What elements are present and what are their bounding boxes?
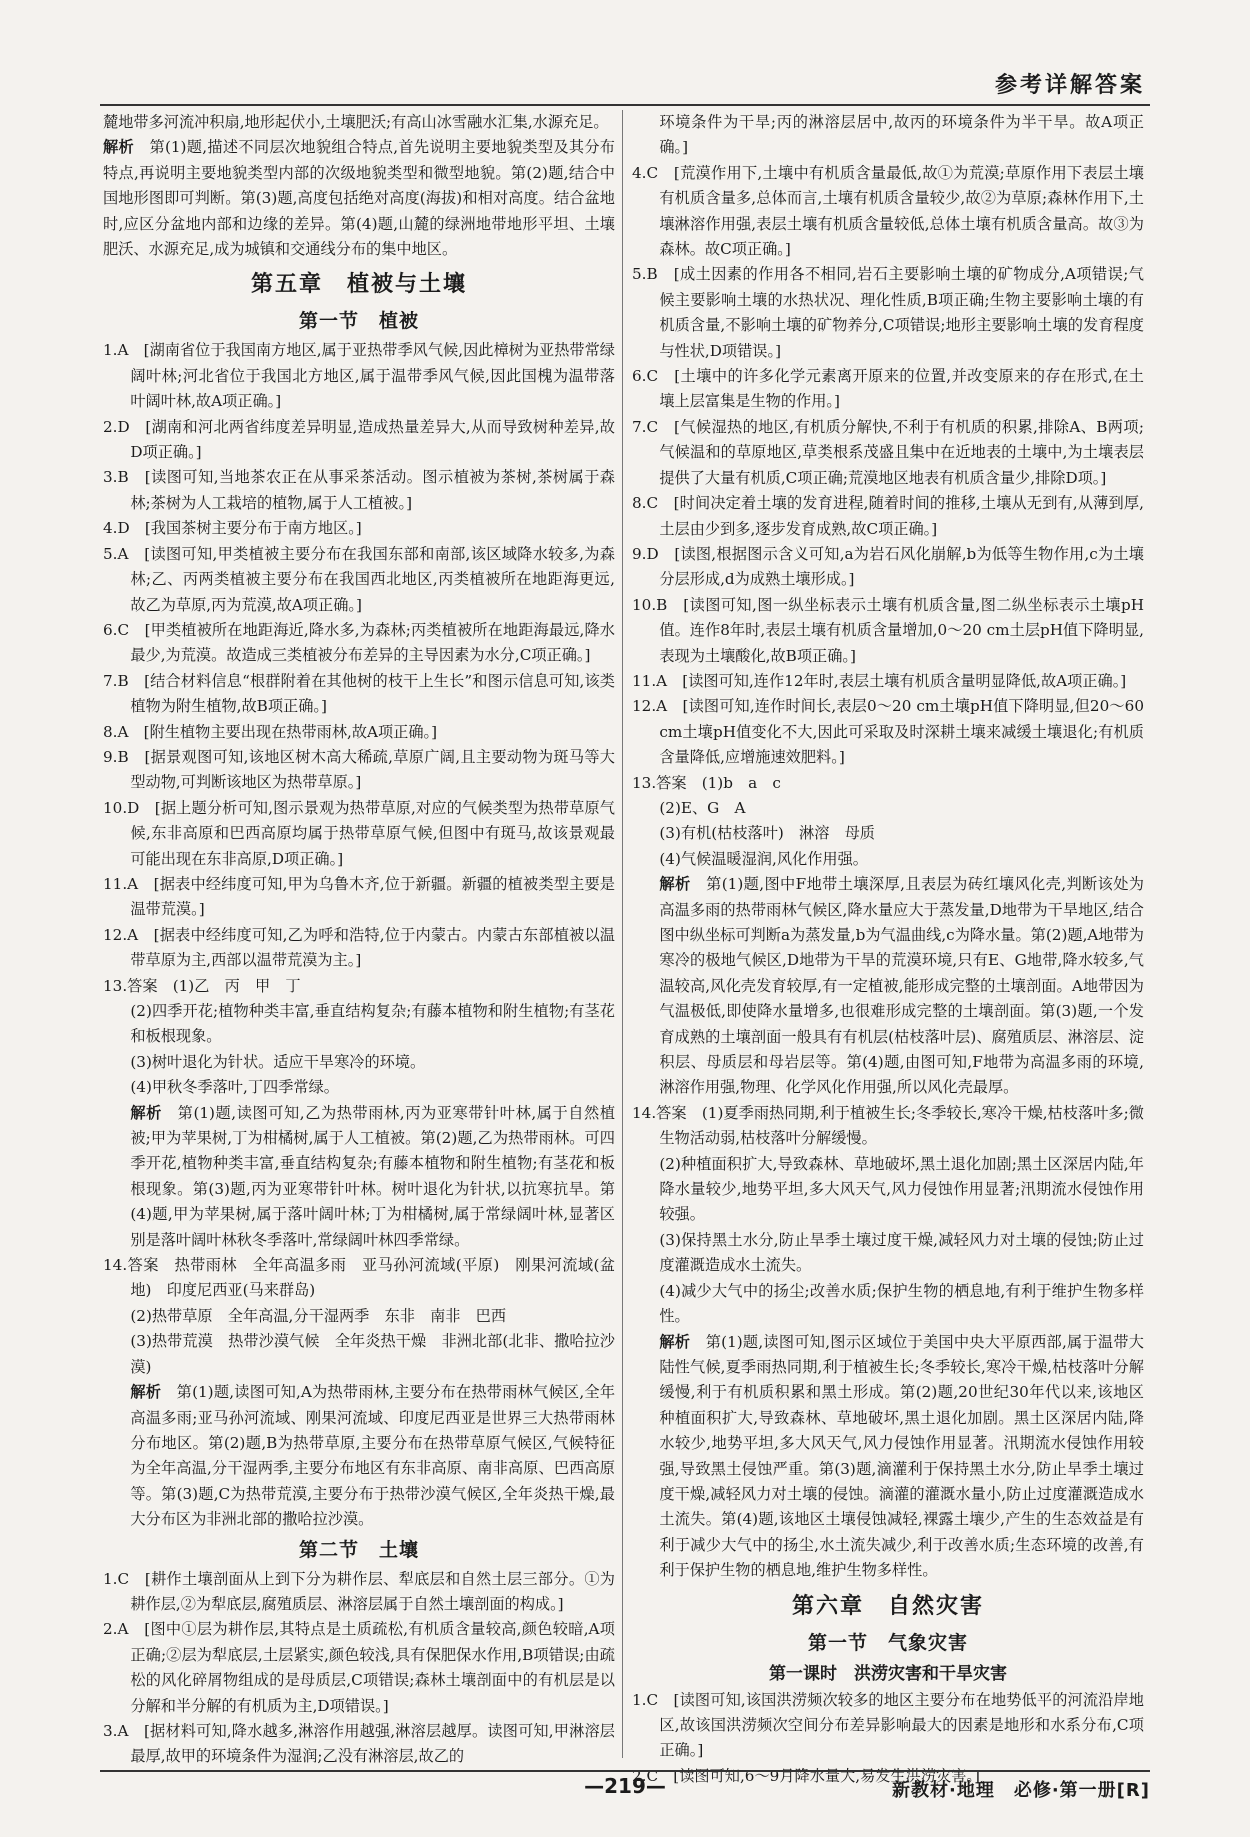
question-answer: 6.C [甲类植被所在地距海近,降水多,为森林;丙类植被所在地距海最远,降水最少,为荒漠。故造成三类植被分布差异的主导因素为水分,C项正确。]	[103, 620, 615, 665]
chapter-title: 第五章 植被与土壤	[250, 272, 467, 298]
analysis-block	[103, 135, 615, 262]
answer-subpart: (3)热带荒漠 热带沙漠气候 全年炎热干燥 非洲北部(北非、撒哈拉沙漠)	[130, 1332, 615, 1376]
answer-subpart: (3)树叶退化为针状。适应干旱寒冷的环境。	[130, 1052, 426, 1071]
text-paragraph: 麓地带多河流冲积扇,地形起伏小,土壤肥沃;有高山冰雪融水汇集,水源充足。	[103, 113, 609, 131]
question-answer: 8.C [时间决定着土壤的发育进程,随着时间的推移,土壤从无到有,从薄到厚,土层由少到多,逐步发育成熟,故C项正确。]	[632, 494, 1144, 538]
question-answer: 6.C [土壤中的许多化学元素离开原来的位置,并改变原来的存在形式,在土壤上层富集是生物的作用。]	[632, 367, 1144, 411]
analysis-label: 解析	[130, 1103, 162, 1122]
page-header	[0, 0, 1250, 108]
analysis-block	[632, 1330, 1144, 1584]
analysis-block	[103, 1101, 615, 1253]
question-answer: 10.D [据上题分析可知,图示景观为热带草原,对应的气候类型为热带草原气候,东非高原和巴西高原均属于热带草原气候,但图中有斑马,故该景观最可能出现在东非高原,D项正确。]	[103, 798, 615, 868]
section-title: 第二节 土壤	[298, 1538, 419, 1561]
question-answer: 10.B [读图可知,图一纵坐标表示土壤有机质含量,图二纵坐标表示土壤pH值。连作8年时,表层土壤有机质含量增加,0～20 cm土层pH值下降明显,表现为土壤酸化,故B项正确。]	[632, 595, 1144, 665]
right-column	[632, 110, 1144, 1785]
question-answer: 12.A [读图可知,连作时间长,表层0～20 cm土壤pH值下降明显,但20～60 cm土壤pH值变化不大,因此可采取及时深耕土壤来减缓土壤退化;有机质含量降低,应增施速效肥料。]	[632, 697, 1144, 767]
page-footer	[100, 1770, 1150, 1810]
question-answer: 11.A [读图可知,连作12年时,表层土壤有机质含量明显降低,故A项正确。]	[632, 671, 1127, 690]
question-answer: 12.A [据表中经纬度可知,乙为呼和浩特,位于内蒙古。内蒙古东部植被以温带草原为主,西部以温带荒漠为主。]	[103, 925, 615, 970]
analysis-block	[632, 872, 1144, 1101]
analysis-text: 第(1)题,描述不同层次地貌组合特点,首先说明主要地貌类型及其分布特点,再说明主要地貌类型内部的次级地貌类型和微型地貌。第(2)题,结合中国地形图即可判断。第(3)题,高度包括绝对高度(海拔)和相对高度。结合盆地时,应区分盆地内部和边缘的差异。第(4)题,山麓的绿洲地带地形平坦、土壤肥沃、水源充足,成为城镇和交通线分布的集中地区。	[103, 138, 615, 259]
question-answer: 3.A [据材料可知,降水越多,淋溶作用越强,淋溶层越厚。读图可知,甲淋溶层最厚,故甲的环境条件为湿润;乙没有淋溶层,故乙的	[103, 1721, 615, 1766]
column-divider	[622, 110, 623, 1758]
header-rule	[100, 104, 1150, 106]
answer-subpart: (4)减少大气中的扬尘;改善水质;保护生物的栖息地,有利于维护生物多样性。	[659, 1281, 1144, 1326]
footer-rule	[100, 1770, 1150, 1772]
answer-subpart: (4)气候温暖湿润,风化作用强。	[659, 849, 868, 868]
page-number: —219—	[584, 1774, 666, 1798]
answer-subpart: (2)四季开花;植物种类丰富,垂直结构复杂;有藤本植物和附生植物;有茎花和板根现象。	[130, 1002, 615, 1046]
section-title: 第一节 气象灾害	[807, 1631, 968, 1654]
analysis-block	[103, 1380, 615, 1532]
question-answer: 1.A [湖南省位于我国南方地区,属于亚热带季风气候,因此樟树为亚热带常绿阔叶林;河北省位于我国北方地区,属于温带季风气候,因此国槐为温带落叶阔叶林,故A项正确。]	[103, 341, 615, 411]
answer-subpart: (3)有机(枯枝落叶) 淋溶 母质	[659, 824, 875, 843]
question-answer: 4.D [我国茶树主要分布于南方地区。]	[103, 519, 362, 538]
analysis-label: 解析	[103, 138, 134, 157]
analysis-text: 第(1)题,读图可知,A为热带雨林,主要分布在热带雨林气候区,全年高温多雨;亚马孙河流域、刚果河流域、印度尼西亚是世界三大热带雨林分布地区。第(2)题,B为热带草原,主要分布在热带草原气候区,气候特征为全年高温,分干湿两季,主要分布地区有东非高原、南非高原、巴西高原等。第(3)题,C为热带荒漠,主要分布于热带沙漠气候区,全年炎热干燥,最大分布区为非洲北部的撒哈拉沙漠。	[130, 1383, 616, 1529]
question-answer: 3.B [读图可知,当地茶农正在从事采茶活动。图示植被为茶树,茶树属于森林;茶树为人工栽培的植物,属于人工植被。]	[103, 468, 615, 512]
book-title: 新教材·地理 必修·第一册[R]	[892, 1780, 1150, 1801]
question-answer: 5.A [读图可知,甲类植被主要分布在我国东部和南部,该区域降水较多,为森林;乙、丙两类植被主要分布在我国西北地区,丙类植被所在地距海更远,故乙为草原,丙为荒漠,故A项正确。]	[103, 544, 615, 614]
answer-subpart: (2)热带草原 全年高温,分干湿两季 东非 南非 巴西	[130, 1306, 507, 1325]
left-column	[103, 110, 616, 1766]
analysis-text: 第(1)题,图中F地带土壤深厚,且表层为砖红壤风化壳,判断该处为高温多雨的热带雨林气候区,降水量应大于蒸发量,D地带为干旱地区,结合图中纵坐标可判断a为蒸发量,b为气温曲线,c为降水量。第(2)题,A地带为寒冷的极地气候区,D地带为干旱的荒漠环境,只有E、G地带,降水较多,气温较高,风化壳发育较厚,有一定植被,能形成完整的土壤剖面。A地带因为气温极低,即使降水量增多,也很难形成完整的土壤剖面。第(3)题,一个发育成熟的土壤剖面一般具有有机层(枯枝落叶层)、腐殖质层、淋溶层、淀积层、母质层和母岩层等。第(4)题,由图可知,F地带为高温多雨的环境,淋溶作用强,物理、化学风化作用强,所以风化壳最厚。	[659, 875, 1144, 1097]
question-answer: 9.B [据景观图可知,该地区树木高大稀疏,草原广阔,且主要动物为斑马等大型动物,可判断该地区为热带草原。]	[103, 747, 615, 792]
question-answer: 9.D [读图,根据图示含义可知,a为岩石风化崩解,b为低等生物作用,c为土壤分层形成,d为成熟土壤形成。]	[632, 544, 1144, 589]
question-answer: 5.B [成土因素的作用各不相同,岩石主要影响土壤的矿物成分,A项错误;气候主要影响土壤的水热状况、理化性质,B项正确;生物主要影响土壤的有机质含量,不影响土壤的矿物养分,C项错误;地形主要影响土壤的发育程度与性状,D项错误。]	[632, 265, 1144, 360]
answer-subpart: 环境条件为干旱;丙的淋溶层居中,故丙的环境条件为半干旱。故A项正确。]	[659, 113, 1144, 157]
question-answer: 1.C [读图可知,该国洪涝频次较多的地区主要分布在地势低平的河流沿岸地区,故该国洪涝频次空间分布差异影响最大的因素是地形和水系分布,C项正确。]	[632, 1690, 1144, 1760]
answer-item: 13.答案 (1)b a c	[632, 773, 781, 792]
analysis-text: 第(1)题,读图可知,图示区域位于美国中央大平原西部,属于温带大陆性气候,夏季雨热同期,利于植被生长;冬季较长,寒冷干燥,枯枝落叶分解缓慢,利于有机质积累和黑土形成。第(2)题,20世纪30年代以来,该地区种植面积扩大,导致森林、草地破坏,黑土退化加剧。黑土区深居内陆,降水较少,地势平坦,多大风天气,风力侵蚀作用显著。汛期流水侵蚀作用较强,导致黑土侵蚀严重。第(3)题,滴灌利于保持黑土水分,防止旱季土壤过度干燥,减轻风力对土壤的侵蚀。滴灌的灌溉水量小,防止过度灌溉造成水土流失。第(4)题,该地区土壤侵蚀减轻,裸露土壤少,产生的生态效益是有利于减少大气中的扬尘,水土流失减少,利于改善水质;生态环境的改善,有利于保护生物的栖息地,维护生物多样性。	[659, 1332, 1144, 1580]
analysis-label: 解析	[130, 1383, 162, 1402]
answer-subpart: (2)E、G A	[659, 798, 746, 817]
answer-item: 14.答案 热带雨林 全年高温多雨 亚马孙河流域(平原) 刚果河流域(盆地) 印度尼西亚(马来群岛)	[103, 1256, 615, 1300]
answer-item: 13.答案 (1)乙 丙 甲 丁	[103, 976, 301, 995]
question-answer: 8.A [附生植物主要出现在热带雨林,故A项正确。]	[103, 722, 438, 741]
section-title: 第一节 植被	[298, 310, 419, 333]
answer-item: 14.答案 (1)夏季雨热同期,利于植被生长;冬季较长,寒冷干燥,枯枝落叶多;微生物活动弱,枯枝落叶分解缓慢。	[632, 1103, 1144, 1148]
analysis-label: 解析	[659, 875, 691, 894]
answer-subpart: (4)甲秋冬季落叶,丁四季常绿。	[130, 1078, 339, 1097]
chapter-title: 第六章 自然灾害	[791, 1593, 984, 1619]
question-answer: 1.C [耕作土壤剖面从上到下分为耕作层、犁底层和自然土层三部分。①为耕作层,②为犁底层,腐殖质层、淋溶层属于自然土壤剖面的构成。]	[103, 1569, 615, 1613]
question-answer: 11.A [据表中经纬度可知,甲为乌鲁木齐,位于新疆。新疆的植被类型主要是温带荒漠。]	[103, 874, 615, 919]
question-answer: 4.C [荒漠作用下,土壤中有机质含量最低,故①为荒漠;草原作用下表层土壤有机质含量多,总体而言,土壤有机质含量较少,故②为草原;森林作用下,土壤淋溶作用强,表层土壤有机质含量较低,总体土壤有机质含量高。故③为森林。故C项正确。]	[632, 163, 1144, 259]
analysis-text: 第(1)题,读图可知,乙为热带雨林,丙为亚寒带针叶林,属于自然植被;甲为苹果树,丁为柑橘树,属于人工植被。第(2)题,乙为热带雨林。可四季开花,植物种类丰富,垂直结构复杂;有藤本植物和附生植物;有茎花和板根现象。第(3)题,丙为亚寒带针叶林。树叶退化为针状,以抗寒抗旱。第(4)题,甲为苹果树,属于落叶阔叶林;丁为柑橘树,属于常绿阔叶林,显著区别是落叶阔叶林秋冬季落叶,常绿阔叶林四季常绿。	[130, 1103, 616, 1249]
question-answer: 2.D [湖南和河北两省纬度差异明显,造成热量差异大,从而导致树种差异,故D项正确。]	[103, 417, 615, 462]
lesson-title: 第一课时 洪涝灾害和干旱灾害	[769, 1663, 1007, 1684]
analysis-label: 解析	[659, 1332, 691, 1351]
question-answer: 7.C [气候湿热的地区,有机质分解快,不利于有机质的积累,排除A、B两项;气候温和的草原地区,草类根系茂盛且集中在近地表的土壤中,为土壤表层提供了大量有机质,C项正确;荒漠地区地表有机质含量少,排除D项。]	[632, 417, 1144, 487]
answer-subpart: (2)种植面积扩大,导致森林、草地破坏,黑土退化加剧;黑土区深居内陆,年降水量较少,地势平坦,多大风天气,风力侵蚀作用显著;汛期流水侵蚀作用较强。	[659, 1154, 1144, 1224]
question-answer: 7.B [结合材料信息“根群附着在其他树的枝干上生长”和图示信息可知,该类植物为附生植物,故B项正确。]	[103, 671, 615, 716]
header-title: 参考详解答案	[994, 73, 1145, 98]
answer-subpart: (3)保持黑土水分,防止旱季土壤过度干燥,减轻风力对土壤的侵蚀;防止过度灌溉造成水土流失。	[659, 1230, 1144, 1275]
question-answer: 2.A [图中①层为耕作层,其特点是土质疏松,有机质含量较高,颜色较暗,A项正确;②层为犁底层,土层紧实,颜色较浅,具有保肥保水作用,B项错误;由疏松的风化碎屑物组成的是母质层,C项错误;森林土壤剖面中的有机层是以分解和半分解的有机质为主,D项错误。]	[103, 1620, 615, 1715]
question-answer: 2.C [读图可知,6～9月降水量大,易发生洪涝灾害。]	[632, 1766, 980, 1785]
